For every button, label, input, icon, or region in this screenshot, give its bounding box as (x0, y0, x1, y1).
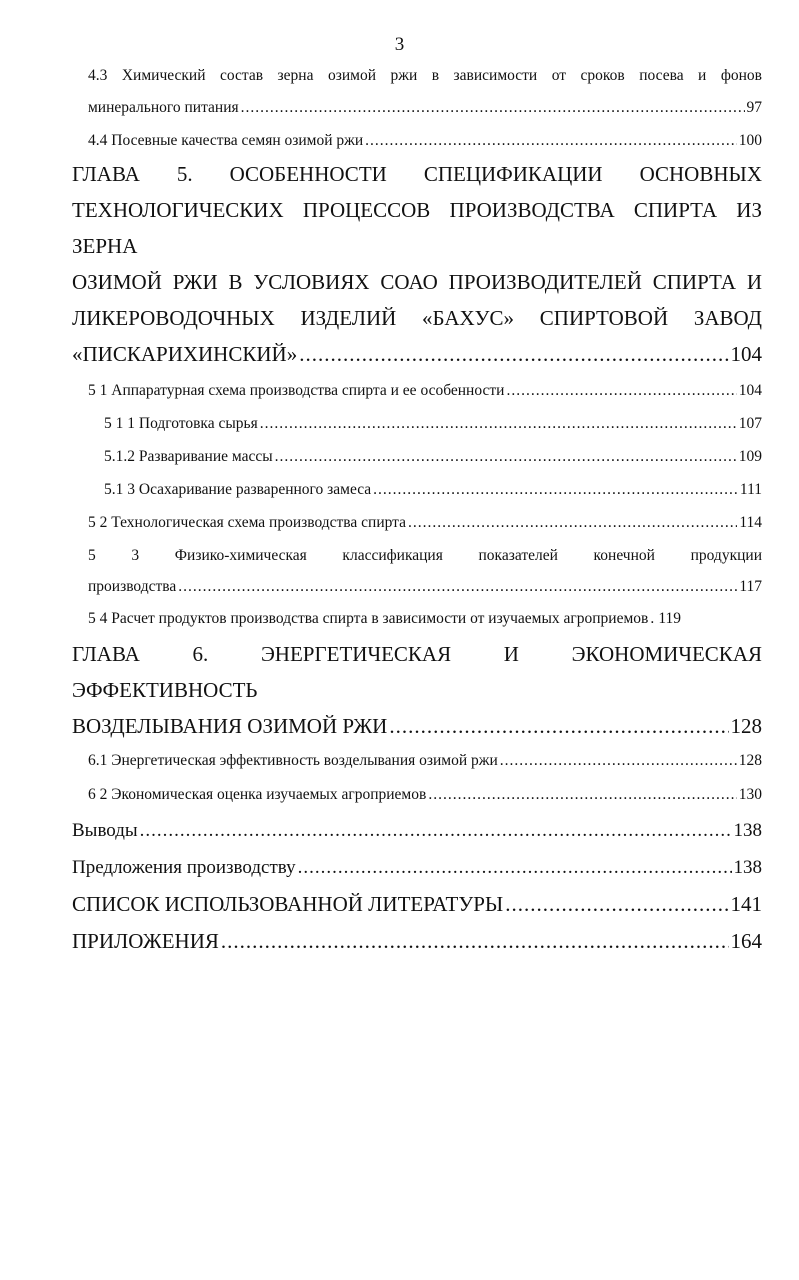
leader-dots (500, 744, 737, 778)
toc-entry-label: минерального питания (88, 99, 239, 116)
toc-entry-5-2 (72, 506, 762, 539)
toc-entry-label: 6.1 Энергетическая эффективность возделывания озимой ржи (88, 752, 498, 769)
leader-dots (365, 129, 737, 152)
toc-page-number: 141 (730, 892, 762, 916)
chapter-5-line: ГЛАВА 5. ОСОБЕННОСТИ СПЕЦИФИКАЦИИ ОСНОВНЫХ (72, 162, 762, 186)
toc-page-number: 130 (738, 786, 762, 803)
toc-entry-5-1-1 (72, 407, 762, 440)
toc-entry-4-4 (88, 129, 762, 152)
toc-entry-proposals (72, 849, 762, 886)
page-number: 3 (394, 34, 405, 55)
leader-dots (275, 440, 737, 473)
toc-entry-label: производства (88, 578, 177, 595)
toc-entry-label: 4.4 Посевные качества семян озимой ржи (88, 132, 364, 149)
leader-dots (428, 778, 736, 812)
leader-dots (650, 602, 656, 636)
toc-entry-4-3 (88, 96, 762, 119)
toc-entry-label: 5.1 3 Осахаривание разваренного замеса (104, 481, 372, 498)
toc-entry-label: Выводы (72, 820, 138, 841)
leader-dots (221, 923, 729, 960)
toc-page-number: 164 (730, 929, 762, 953)
toc-entry-5-3-line1: 5 3 Физико-химическая классификация показателей конечной продукции (88, 547, 762, 564)
toc-entry-label: «ПИСКАРИХИНСКИЙ» (72, 342, 298, 366)
chapter-5-line: ОЗИМОЙ РЖИ В УСЛОВИЯХ СОАО ПРОИЗВОДИТЕЛЕЙ СПИРТА И (72, 270, 762, 294)
leader-dots (241, 96, 745, 119)
toc-page-number: 111 (739, 481, 762, 498)
toc-page-number: 107 (738, 415, 762, 432)
leader-dots (299, 336, 728, 372)
leader-dots (298, 849, 732, 886)
toc-page-number: 104 (738, 382, 762, 399)
toc-entry-label: ПРИЛОЖЕНИЯ (72, 929, 219, 953)
leader-dots (260, 407, 737, 440)
toc-entry-chapter-6 (72, 708, 762, 744)
toc-entry-appendices (72, 923, 762, 960)
toc-page-number: 138 (733, 820, 762, 841)
toc-entry-label: СПИСОК ИСПОЛЬЗОВАННОЙ ЛИТЕРАТУРЫ (72, 892, 504, 916)
toc-entry-bibliography (72, 886, 762, 923)
toc-entry-label: Предложения производству (72, 857, 296, 878)
leader-dots (506, 374, 736, 407)
toc-page-number: 100 (738, 132, 762, 149)
chapter-6-heading (72, 636, 762, 744)
toc-page-number: 109 (738, 448, 762, 465)
toc-entry-label: 5 1 1 Подготовка сырья (104, 415, 258, 432)
toc-entry-label: 5 2 Технологическая схема производства спирта (88, 514, 407, 531)
leader-dots (178, 572, 737, 602)
toc-entry-5-4 (72, 602, 762, 636)
toc-entry-label: 5.1.2 Разваривание массы (104, 448, 273, 465)
toc-entry-label: ВОЗДЕЛЫВАНИЯ ОЗИМОЙ РЖИ (72, 714, 388, 738)
toc-page-number: 128 (738, 752, 762, 769)
toc-entry-5-1-3 (72, 473, 762, 506)
toc-page-number: 138 (733, 857, 762, 878)
toc-page-number: 128 (730, 714, 762, 738)
toc-page-number: 97 (746, 99, 762, 116)
leader-dots (389, 708, 728, 744)
leader-dots (140, 812, 732, 849)
toc-page-number: 117 (739, 578, 762, 595)
toc-entry-chapter-5 (72, 336, 762, 372)
toc-page-number: 119 (658, 610, 682, 627)
table-of-contents (72, 64, 762, 960)
leader-dots (408, 506, 737, 539)
toc-entry-5-1 (72, 374, 762, 407)
toc-page-number: 114 (739, 514, 762, 531)
toc-entry-5-3 (72, 572, 762, 602)
leader-dots (505, 886, 728, 923)
toc-entry-6-2 (72, 778, 762, 812)
leader-dots (373, 473, 738, 506)
toc-entry-4-3-line1: 4.3 Химический состав зерна озимой ржи в зависимости от сроков посева и фонов (88, 67, 762, 84)
toc-entry-6-1 (72, 744, 762, 778)
chapter-5-line: ТЕХНОЛОГИЧЕСКИХ ПРОЦЕССОВ ПРОИЗВОДСТВА СПИРТА ИЗ ЗЕРНА (72, 198, 762, 258)
toc-entry-5-1-2 (72, 440, 762, 473)
chapter-5-line: ЛИКЕРОВОДОЧНЫХ ИЗДЕЛИЙ «БАХУС» СПИРТОВОЙ ЗАВОД (72, 306, 762, 330)
toc-entry-label: 5 4 Расчет продуктов производства спирта в зависимости от изучаемых агроприемов (88, 610, 649, 627)
toc-page-number: 104 (730, 342, 762, 366)
chapter-6-line: ГЛАВА 6. ЭНЕРГЕТИЧЕСКАЯ И ЭКОНОМИЧЕСКАЯ ЭФФЕКТИВНОСТЬ (72, 642, 762, 702)
chapter-5-heading (72, 156, 762, 372)
toc-entry-label: 5 1 Аппаратурная схема производства спирта и ее особенности (88, 382, 505, 399)
toc-entry-conclusions (72, 812, 762, 849)
toc-entry-label: 6 2 Экономическая оценка изучаемых агроприемов (88, 786, 427, 803)
